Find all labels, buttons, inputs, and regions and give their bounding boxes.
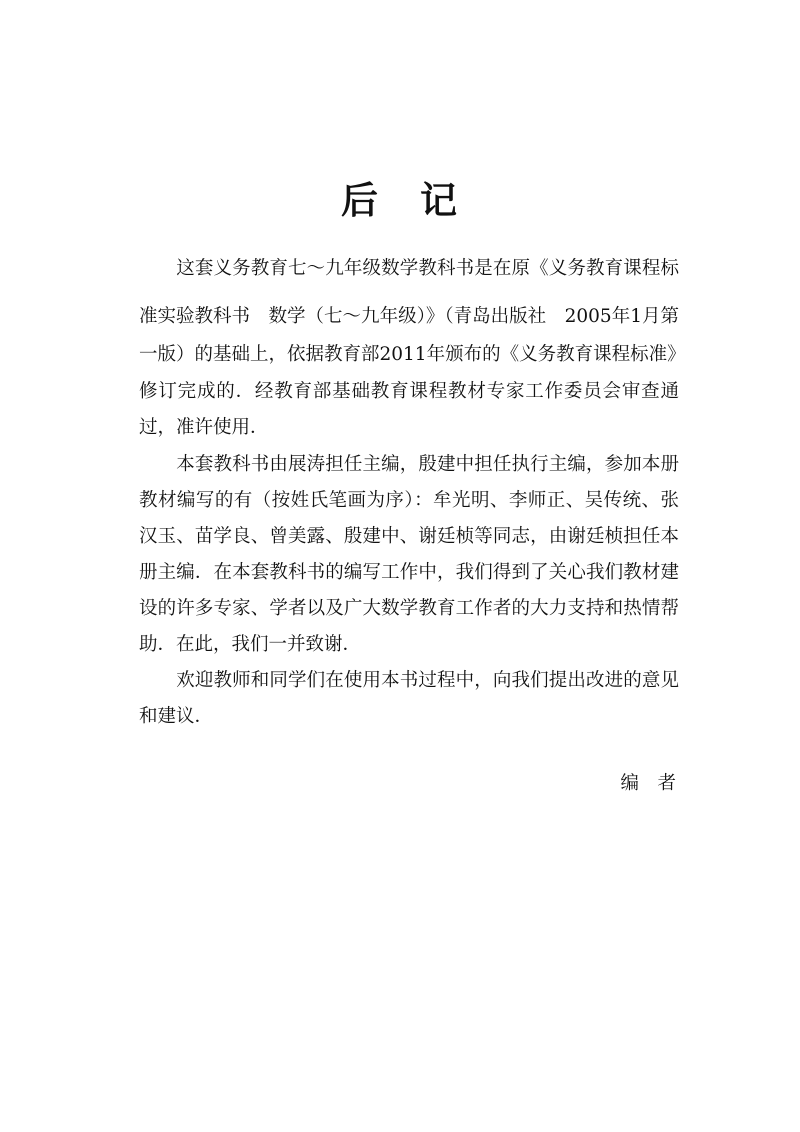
- paragraph-2-line-2: 教材编写的有（按姓氏笔画为序）：牟光明、李师正、吴传统、张: [139, 490, 679, 511]
- title-char-1: 后: [341, 178, 380, 222]
- paragraph-1-line-5: 过，准许使用．: [139, 417, 269, 438]
- paragraph-1-line-1: 这套义务教育七～九年级数学教科书是在原《义务教育课程标: [139, 258, 679, 279]
- paragraph-3-line-2: 和建议．: [139, 706, 214, 727]
- paragraph-2-line-5: 设的许多专家、学者以及广大数学教育工作者的大力支持和热情帮: [139, 598, 679, 619]
- paragraph-2-line-3: 汉玉、苗学良、曾美露、殷建中、谢廷桢等同志，由谢廷桢担任本: [139, 526, 679, 547]
- paragraph-3-line-1: 欢迎教师和同学们在使用本书过程中，向我们提出改进的意见: [139, 670, 679, 691]
- paragraph-2-line-4: 册主编．在本套教科书的编写工作中，我们得到了关心我们教材建: [139, 562, 679, 583]
- paragraph-1-line-3: 一版）的基础上，依据教育部2011年颁布的《义务教育课程标准》: [139, 344, 686, 365]
- paragraph-2-line-6: 助．在此，我们一并致谢．: [139, 634, 362, 655]
- paragraph-2-line-1: 本套教科书由展涛担任主编，殷建中担任执行主编，参加本册: [139, 454, 679, 475]
- paragraph-1-line-4: 修订完成的．经教育部基础教育课程教材专家工作委员会审查通: [139, 381, 679, 402]
- signature: 编 者: [620, 773, 676, 794]
- title-char-2: 记: [420, 178, 459, 222]
- paragraph-1-line-2: 准实验教科书 数学（七～九年级）》（青岛出版社 2005年1月第: [139, 306, 679, 327]
- page-title: [0, 170, 800, 224]
